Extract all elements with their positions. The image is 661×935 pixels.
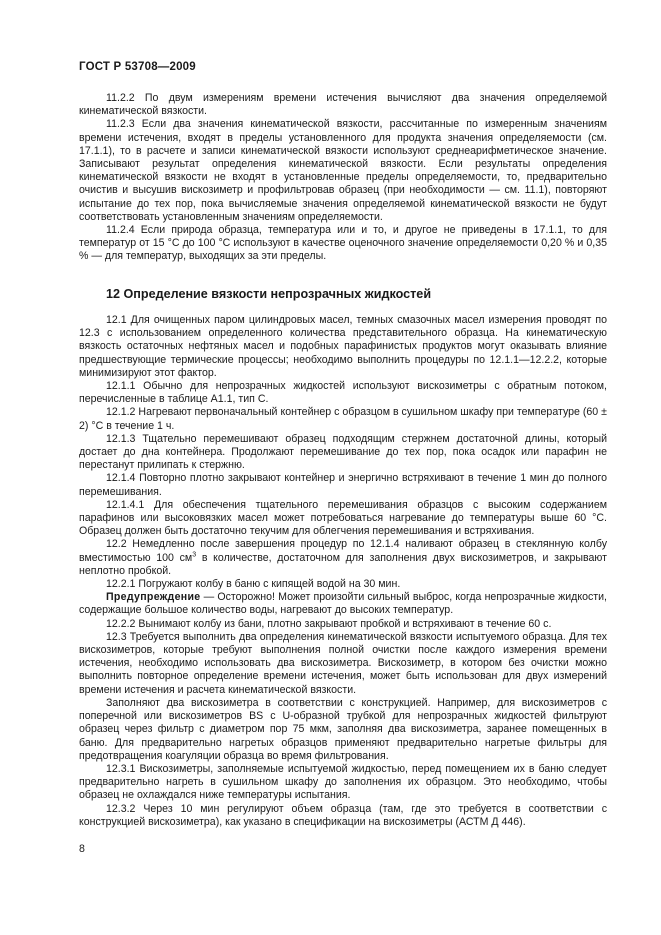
paragraph-12-1-3: 12.1.3 Тщательно перемешивают образец подходящим стержнем достаточной длины, который достает до дна контейнера. Продолжают перемешивание до тех пор, пока осадок или парафин не перестанут прилипать к стержню. (79, 432, 607, 472)
paragraph-12-2-2: 12.2.2 Вынимают колбу из бани, плотно закрывают пробкой и встряхивают в течение 60 с. (106, 617, 552, 630)
paragraph-11-2-3: 11.2.3 Если два значения кинематической вязкости, рассчитанные по измеренным значениям времени истечения, входят в пределы установленного для продукта значения определяемости (см. 17.1.1), то в расчете и записи кинематической вязкости используют среднеарифметическое значение. Записывают результат определения кинематической вязкости. Если результаты определения кинематической вязкости не входят в установленные пределы определяемости, то, предварительно очистив и высушив вискозиметр и профильтровав образец (при необходимости — см. 11.1), повторяют испытание до тех пор, пока вычисляемые значения определяемой кинематической вязкости не будут соответствовать установленным значениям определяемости. (79, 118, 607, 223)
paragraph-12-3: 12.3 Требуется выполнить два определения кинематической вязкости испытуемого образца. Для тех вискозиметров, которые требуют выполнения полной очистки после каждого измерения времени истечения, необходимо использовать два вискозиметра. Вискозиметр, в котором без очистки можно выполнить повторное определение времени истечения, может быть использован для двух измерений времени истечения и расчета кинематической вязкости. (79, 630, 607, 696)
paragraph-12-3-1: 12.3.1 Вискозиметры, заполняемые испытуемой жидкостью, перед помещением их в баню следует предварительно нагреть в сушильном шкафу до заполнения их образцом. Это необходимо, чтобы образец не охлаждался ниже температуры испытания. (79, 762, 607, 802)
cubic-superscript: 3 (192, 551, 197, 559)
warning-label: Предупреждение (106, 591, 201, 604)
warning-paragraph (79, 591, 607, 617)
warning-text: — Осторожно! Может произойти сильный выброс, когда непрозрачные жидкости, содержащие большое количество воды, нагревают до высоких температур. (79, 591, 607, 617)
paragraph-12-1-2: 12.1.2 Нагревают первоначальный контейнер с образцом в сушильном шкафу при температуре (60 ± 2) °С в течение 1 ч. (79, 406, 607, 432)
paragraph-12-1-1: 12.1.1 Обычно для непрозрачных жидкостей используют вискозиметры с обратным потоком, перечисленные в таблице А1.1, тип С. (79, 380, 607, 406)
block-11-2 (79, 92, 607, 264)
page-number: 8 (79, 843, 85, 855)
standard-code-header: ГОСТ Р 53708—2009 (79, 61, 196, 73)
paragraph-fill-viscometers: Заполняют два вискозиметра в соответствии с конструкцией. Например, для вискозиметров с поперечной или вискозиметров BS с U-образной трубкой для непрозрачных жидкостей фильтруют образец через фильтр с диаметром пор 75 мкм, заполняя два вискозиметра, заранее помещенных в баню. Для предварительно нагретых образцов применяют предварительно нагретые фильтры для предотвращения коагуляции образца во время фильтрования. (79, 696, 607, 762)
paragraph-12-2-text-b: в количестве, достаточном для заполнения двух вискозиметров, и закрывают неплотно пробкой. (79, 551, 607, 577)
paragraph-12-2-text-a: 12.2 Немедленно после завершения процедур по 12.1.4 наливают образец в стеклянную колбу вместимостью 100 см (79, 538, 607, 564)
paragraph-12-1: 12.1 Для очищенных паром цилиндровых масел, темных смазочных масел измерения проводят по 12.3 с использованием определенного количества представительного образца. На кинематическую вязкость остаточных нефтяных масел и подобных парафинистых продуктов могут оказывать влияние предшествующие термические процессы; необходимо выполнить процедуры по 12.1.1—12.2.2, которые минимизируют этот фактор. (79, 314, 607, 379)
block-12 (79, 314, 607, 829)
paragraph-12-3-2: 12.3.2 Через 10 мин регулируют объем образца (там, где это требуется в соответствии с конструкцией вискозиметра), как указано в спецификации на вискозиметры (АСТМ Д 446). (79, 802, 607, 828)
paragraph-12-1-4: 12.1.4 Повторно плотно закрывают контейнер и энергично встряхивают в течение 1 мин до полного перемешивания. (79, 472, 607, 498)
paragraph-12-2-1: 12.2.1 Погружают колбу в баню с кипящей водой на 30 мин. (106, 578, 401, 591)
paragraph-12-2 (79, 538, 607, 578)
paragraph-11-2-2: 11.2.2 По двум измерениям времени истечения вычисляют два значения определяемой кинематической вязкости. (79, 92, 607, 118)
paragraph-12-1-4-1: 12.1.4.1 Для обеспечения тщательного перемешивания образцов с высоким содержанием парафинов или высоковязких масел может потребоваться нагревание до температуры выше 60 °С. Образец должен быть достаточно текучим для облегчения перемешивания и встряхивания. (79, 498, 607, 538)
paragraph-11-2-4: 11.2.4 Если природа образца, температура или и то, и другое не приведены в 17.1.1, то для температур от 15 °С до 100 °С используют в качестве оценочного значение определяемости 0,20 % и 0,35 % — для температур, выходящих за эти пределы. (79, 224, 607, 263)
section-12-title: 12 Определение вязкости непрозрачных жидкостей (106, 287, 432, 301)
